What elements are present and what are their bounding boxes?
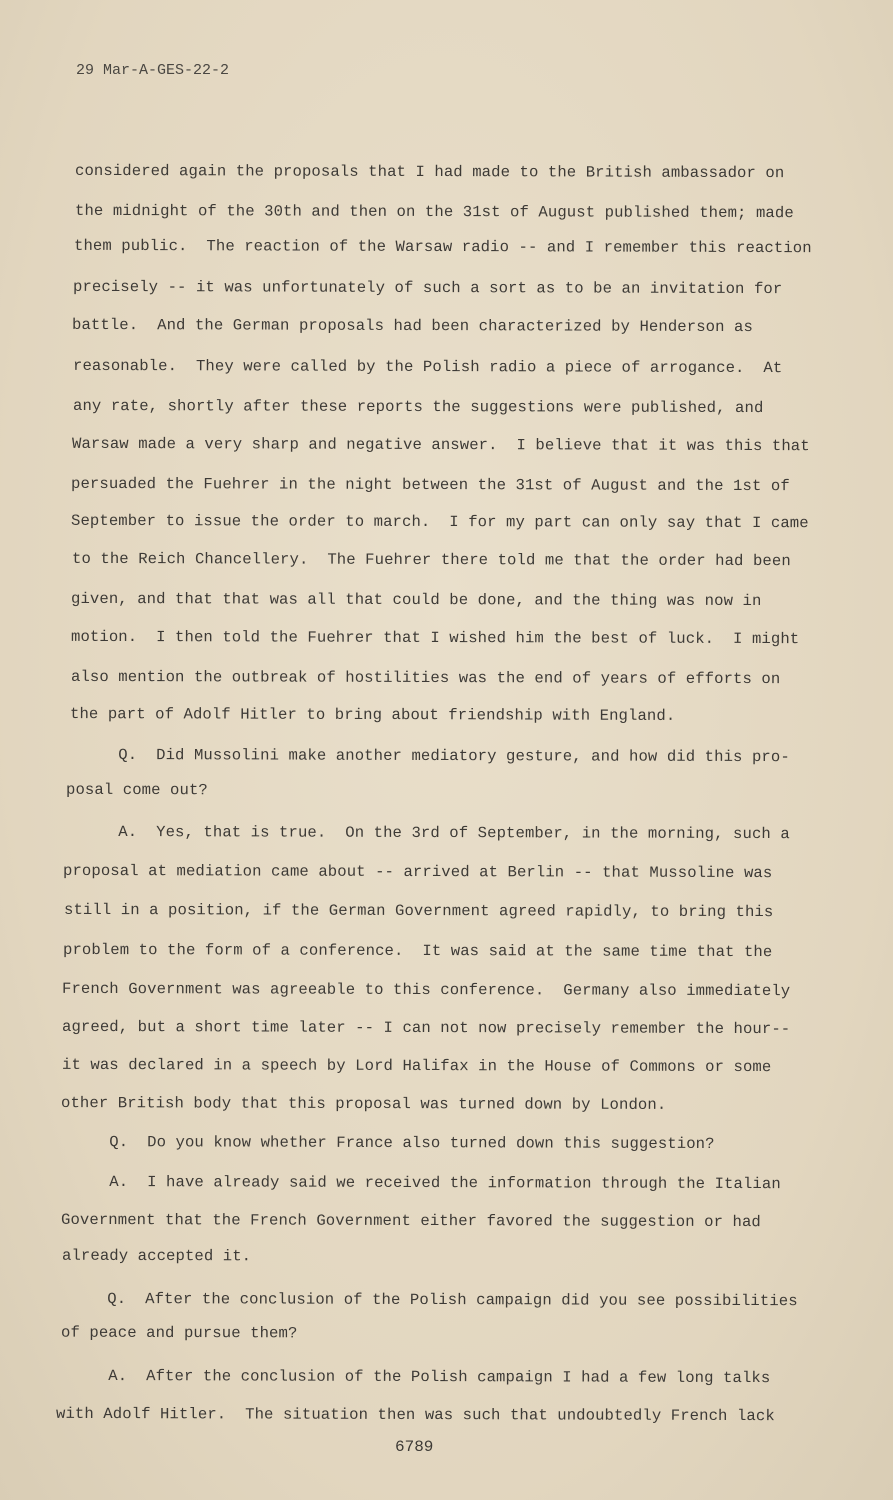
text-line: considered again the proposals that I had made to the British ambassador on (74, 161, 785, 183)
text-line: battle. And the German proposals had been characterized by Henderson as (71, 315, 753, 337)
text-line: French Government was agreeable to this conference. Germany also immediately (61, 979, 791, 1001)
text-line: them public. The reaction of the Warsaw radio -- and I remember this reaction (73, 236, 812, 258)
text-line: Q. After the conclusion of the Polish campaign did you see possibilities (59, 1289, 798, 1311)
document-reference-header: 29 Mar-A-GES-22-2 (76, 62, 230, 79)
text-line: posal come out? (65, 780, 208, 800)
text-line: other British body that this proposal was turned down by London. (60, 1094, 667, 1114)
text-line: reasonable. They were called by the Polish radio a piece of arrogance. At (72, 356, 783, 378)
text-line: proposal at mediation came about -- arrived at Berlin -- that Mussoline was (62, 861, 773, 883)
text-line: A. Yes, that is true. On the 3rd of September, in the morning, such a (70, 822, 790, 844)
text-line: of peace and pursue them? (60, 1323, 298, 1343)
text-line: motion. I then told the Fuehrer that I wished him the best of luck. I might (70, 627, 800, 649)
text-line: still in a position, if the German Government agreed rapidly, to bring this (63, 900, 774, 922)
page-number: 6789 (395, 1438, 434, 1456)
text-line: Warsaw made a very sharp and negative answer. I believe that it was this that (71, 434, 810, 456)
text-line: problem to the form of a conference. It was said at the same time that the (62, 940, 773, 962)
text-line: also mention the outbreak of hostilities was the end of years of efforts on (70, 667, 781, 689)
text-line: Q. Did Mussolini make another mediatory gesture, and how did this pro- (70, 745, 790, 767)
text-line: precisely -- it was unfortunately of such a sort as to be an invitation for (72, 277, 783, 299)
text-line: Q. Do you know whether France also turned down this suggestion? (61, 1132, 715, 1154)
text-line: already accepted it. (61, 1246, 252, 1266)
text-line: it was declared in a speech by Lord Halifax in the House of Commons or some (61, 1055, 772, 1077)
text-line: Government that the French Government either favored the suggestion or had (60, 1210, 761, 1232)
text-line: given, and that that was all that could be done, and the thing was now in (70, 589, 762, 611)
text-line: September to issue the order to march. I for my part can only say that I came (70, 511, 809, 533)
text-line: persuaded the Fuehrer in the night between the 31st of August and the 1st of (70, 474, 790, 496)
text-line: the part of Adolf Hitler to bring about friendship with England. (69, 705, 676, 725)
text-line: A. After the conclusion of the Polish campaign I had a few long talks (60, 1366, 771, 1388)
text-line: the midnight of the 30th and then on the 31st of August published them; made (74, 201, 794, 223)
text-line: A. I have already said we received the information through the Italian (61, 1172, 781, 1194)
text-line: with Adolf Hitler. The situation then was such that undoubtedly French lack (55, 1404, 775, 1426)
text-line: agreed, but a short time later -- I can not now precisely remember the hour-- (61, 1017, 791, 1039)
text-line: to the Reich Chancellery. The Fuehrer there told me that the order had been (71, 549, 791, 571)
text-line: any rate, shortly after these reports the suggestions were published, and (72, 396, 764, 418)
